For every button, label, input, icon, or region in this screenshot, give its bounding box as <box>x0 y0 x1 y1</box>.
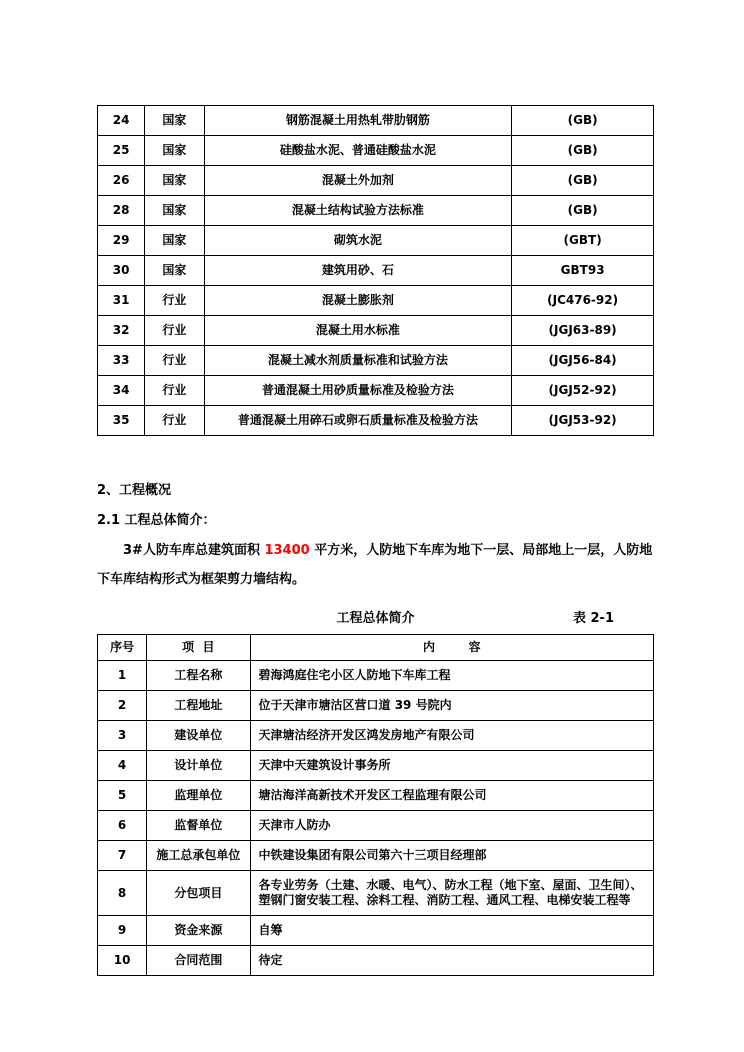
table-row <box>98 721 654 751</box>
standard-no: 34 <box>98 376 145 406</box>
standard-no: 31 <box>98 286 145 316</box>
row-content: 各专业劳务（土建、水暖、电气）、防水工程（地下室、屋面、卫生间）、塑钢门窗安装工程、涂料工程、消防工程、通风工程、电梯安装工程等 <box>250 871 653 916</box>
header-item: 项 目 <box>147 635 250 661</box>
table-header-row <box>98 635 654 661</box>
row-item: 建设单位 <box>147 721 250 751</box>
table-row <box>98 751 654 781</box>
standard-category: 国家 <box>145 106 204 136</box>
table-row <box>98 691 654 721</box>
table-row <box>98 661 654 691</box>
standard-name: 普通混凝土用碎石或卵石质量标准及检验方法 <box>204 406 512 436</box>
row-no: 2 <box>98 691 147 721</box>
row-content: 塘沽海洋高新技术开发区工程监理有限公司 <box>250 781 653 811</box>
standard-code: (GB) <box>512 196 654 226</box>
row-no: 10 <box>98 946 147 976</box>
standard-code: (JGJ63-89) <box>512 316 654 346</box>
row-no: 1 <box>98 661 147 691</box>
standard-category: 国家 <box>145 196 204 226</box>
row-no: 5 <box>98 781 147 811</box>
standard-no: 30 <box>98 256 145 286</box>
table-row <box>98 196 654 226</box>
standard-category: 国家 <box>145 256 204 286</box>
section-heading: 2、工程概况 <box>97 483 172 498</box>
standard-category: 国家 <box>145 166 204 196</box>
row-content: 天津市人防办 <box>250 811 653 841</box>
row-item: 合同范围 <box>147 946 250 976</box>
table-row <box>98 106 654 136</box>
row-item: 监督单位 <box>147 811 250 841</box>
standard-code: (JGJ56-84) <box>512 346 654 376</box>
row-no: 7 <box>98 841 147 871</box>
standard-category: 国家 <box>145 136 204 166</box>
standard-code: (GB) <box>512 136 654 166</box>
row-no: 3 <box>98 721 147 751</box>
standard-code: (JGJ52-92) <box>512 376 654 406</box>
row-item: 设计单位 <box>147 751 250 781</box>
table-row <box>98 256 654 286</box>
subsection-heading: 2.1 工程总体简介： <box>97 513 216 528</box>
standard-name: 混凝土结构试验方法标准 <box>204 196 512 226</box>
overview-table <box>97 634 654 976</box>
standard-code: GBT93 <box>512 256 654 286</box>
row-content: 中铁建设集团有限公司第六十三项目经理部 <box>250 841 653 871</box>
standard-no: 28 <box>98 196 145 226</box>
standard-no: 24 <box>98 106 145 136</box>
overview-table-body <box>98 661 654 976</box>
standard-name: 混凝土用水标准 <box>204 316 512 346</box>
standard-category: 国家 <box>145 226 204 256</box>
standard-name: 混凝土减水剂质量标准和试验方法 <box>204 346 512 376</box>
standards-table <box>97 105 654 436</box>
standard-category: 行业 <box>145 316 204 346</box>
table-row <box>98 946 654 976</box>
paragraph-text-after: 平方米，人防地下车库为地下一层、局部地上一层，人防地下车库结构形式为框架剪力墙结构。 <box>97 543 653 587</box>
row-content: 位于天津市塘沽区营口道 39 号院内 <box>250 691 653 721</box>
standard-name: 混凝土膨胀剂 <box>204 286 512 316</box>
header-content: 内 容 <box>250 635 653 661</box>
row-no: 8 <box>98 871 147 916</box>
standard-no: 32 <box>98 316 145 346</box>
standard-code: (JGJ53-92) <box>512 406 654 436</box>
standard-name: 普通混凝土用砂质量标准及检验方法 <box>204 376 512 406</box>
standard-category: 行业 <box>145 286 204 316</box>
table-row <box>98 166 654 196</box>
table-row <box>98 406 654 436</box>
row-item: 工程地址 <box>147 691 250 721</box>
standard-code: (GB) <box>512 106 654 136</box>
table-row <box>98 916 654 946</box>
row-content: 待定 <box>250 946 653 976</box>
table-row <box>98 841 654 871</box>
building-area-value: 13400 <box>264 543 310 558</box>
table-row <box>98 781 654 811</box>
row-content: 碧海鸿庭住宅小区人防地下车库工程 <box>250 661 653 691</box>
paragraph-text-before: 3#人防车库总建筑面积 <box>123 543 265 558</box>
table-row <box>98 316 654 346</box>
standard-name: 钢筋混凝土用热轧带肋钢筋 <box>204 106 512 136</box>
standard-category: 行业 <box>145 406 204 436</box>
standard-code: (GBT) <box>512 226 654 256</box>
table-number-label: 表 2-1 <box>572 611 614 626</box>
row-no: 9 <box>98 916 147 946</box>
standard-no: 33 <box>98 346 145 376</box>
standard-no: 35 <box>98 406 145 436</box>
standard-name: 硅酸盐水泥、普通硅酸盐水泥 <box>204 136 512 166</box>
row-item: 工程名称 <box>147 661 250 691</box>
standard-no: 29 <box>98 226 145 256</box>
intro-paragraph <box>97 536 654 594</box>
row-content: 天津中天建筑设计事务所 <box>250 751 653 781</box>
table-row <box>98 136 654 166</box>
row-no: 6 <box>98 811 147 841</box>
standard-code: (GB) <box>512 166 654 196</box>
table-row <box>98 811 654 841</box>
header-no: 序号 <box>98 635 147 661</box>
table-title: 工程总体简介 <box>336 611 415 626</box>
table-row <box>98 286 654 316</box>
table-row <box>98 871 654 916</box>
row-item: 监理单位 <box>147 781 250 811</box>
row-item: 施工总承包单位 <box>147 841 250 871</box>
row-item: 资金来源 <box>147 916 250 946</box>
standard-name: 混凝土外加剂 <box>204 166 512 196</box>
standard-category: 行业 <box>145 376 204 406</box>
standard-category: 行业 <box>145 346 204 376</box>
standard-no: 26 <box>98 166 145 196</box>
row-item: 分包项目 <box>147 871 250 916</box>
standards-table-body <box>98 106 654 436</box>
table-row <box>98 376 654 406</box>
standard-no: 25 <box>98 136 145 166</box>
table-row <box>98 346 654 376</box>
row-content: 自筹 <box>250 916 653 946</box>
row-content: 天津塘沽经济开发区鸿发房地产有限公司 <box>250 721 653 751</box>
standard-name: 砌筑水泥 <box>204 226 512 256</box>
row-no: 4 <box>98 751 147 781</box>
standard-name: 建筑用砂、石 <box>204 256 512 286</box>
standard-code: (JC476-92) <box>512 286 654 316</box>
table-row <box>98 226 654 256</box>
table-caption <box>97 608 654 630</box>
